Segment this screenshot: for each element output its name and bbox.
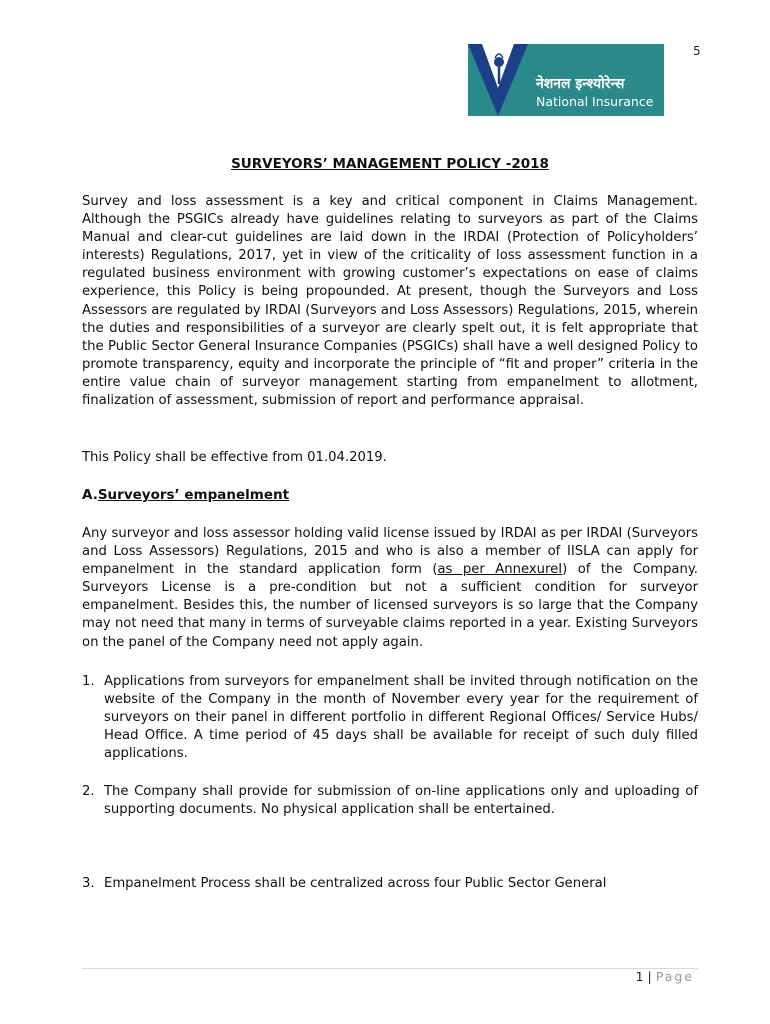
list-item bbox=[82, 783, 698, 819]
page-footer bbox=[636, 969, 694, 984]
intro-paragraph: Survey and loss assessment is a key and critical component in Claims Management. Although the PSGICs already have guidelines relating to surveyors as part of the Claims Manual and clear-cut guidelines are laid down in the IRDAI (Protection of Policyholders’ interests) Regulations, 2017, yet in view of the criticality of loss assessment function in a regulated business environment with growing customer’s expectations on ease of claims experience, this Policy is being propounded. At present, though the Surveyors and Loss Assessors are regulated by IRDAI (Surveyors and Loss Assessors) Regulations, 2015, wherein the duties and responsibilities of a surveyor are clearly spelt out, it is felt appropriate that the Public Sector General Insurance Companies (PSGICs) shall have a well designed Policy to promote transparency, equity and incorporate the principle of “fit and proper” criteria in the entire value chain of surveyor management starting from empanelment to allotment, finalization of assessment, submission of report and performance appraisal. bbox=[82, 194, 698, 409]
list-item-text: The Company shall provide for submission of on-line applications only and uploading of supporting documents. No physical application shall be entertained. bbox=[104, 784, 698, 818]
list-item bbox=[82, 673, 698, 763]
page-title: SURVEYORS’ MANAGEMENT POLICY -2018 bbox=[231, 156, 549, 172]
section-a-title: Surveyors’ empanelment bbox=[97, 487, 290, 503]
footer-divider bbox=[82, 968, 698, 969]
logo-hindi-text: नेशनल इन्श्योरेन्स bbox=[536, 76, 625, 92]
section-a-text-part2: ) of the Company. Surveyors License is a pre-condition but not a sufficient condition for surveyor empanelment. Besides this, the number of licensed surveyors is so large that the Company may not need that many in terms of surveyable claims reported in a year. Existing Surveyors on the panel of the Company need not apply again. bbox=[82, 562, 698, 650]
effective-date-line: This Policy shall be effective from 01.04.2019. bbox=[82, 450, 387, 465]
list-item-number: 1. bbox=[82, 674, 95, 689]
corner-mark: 5 bbox=[693, 44, 701, 58]
section-a-paragraph bbox=[82, 525, 698, 652]
page-number: 1 bbox=[635, 969, 644, 984]
list-item-text: Empanelment Process shall be centralized across four Public Sector General bbox=[104, 876, 607, 891]
list-item bbox=[82, 875, 698, 893]
annexure-link[interactable]: as per AnnexureI bbox=[437, 562, 563, 578]
list-item-number: 2. bbox=[82, 784, 95, 799]
list-item-number: 3. bbox=[82, 876, 95, 891]
section-a-text-part1: Any surveyor and loss assessor holding valid license issued by IRDAI as per IRDAI (Surveyors and Loss Assessors) Regulations, 2015 and who is also a member of IISLA can apply for empanelment in the standard application form ( bbox=[82, 526, 698, 578]
footer-separator: | bbox=[647, 969, 652, 984]
logo-english-text: National Insurance bbox=[536, 94, 654, 109]
section-a-prefix: A. bbox=[82, 487, 98, 503]
list-item-text: Applications from surveyors for empanelment shall be invited through notification on the website of the Company in the month of November every year for the requirement of surveyors on their panel in different portfolio in different Regional Offices/ Service Hubs/ Head Office. A time period of 45 days shall be available for receipt of such duly filled applications. bbox=[104, 674, 698, 762]
page-word: Page bbox=[655, 969, 694, 984]
company-logo bbox=[468, 44, 664, 116]
section-a-heading bbox=[82, 487, 289, 503]
